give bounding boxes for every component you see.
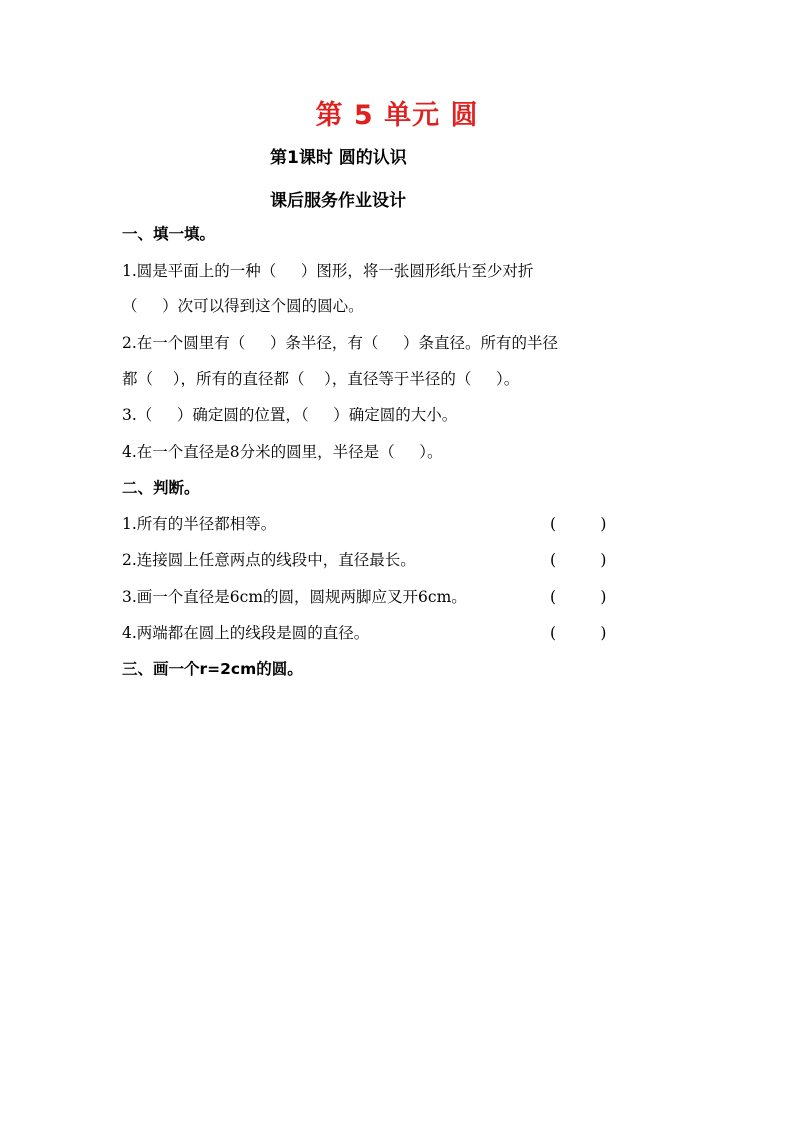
judge-statement: 1.所有的半径都相等。 (122, 515, 277, 533)
judge-statement: 3.画一个直径是6cm的圆，圆规两脚应叉开6cm。 (122, 588, 467, 606)
judge-statement: 4.两端都在圆上的线段是圆的直径。 (122, 624, 370, 642)
section-draw-heading: 三、画一个r=2cm的圆。 (122, 660, 303, 678)
answer-parentheses: ( ) (550, 588, 607, 606)
homework-design-title: 课后服务作业设计 (270, 191, 406, 211)
section-fill-heading: 一、填一填。 (122, 225, 216, 243)
unit-title: 第 5 单元 圆 (315, 100, 479, 131)
answer-parentheses: ( ) (550, 624, 607, 642)
fill-question-2-line-2: 都（ ），所有的直径都（ ），直径等于半径的（ ）。 (122, 370, 520, 388)
fill-question-1-line-1: 1.圆是平面上的一种（ ）图形，将一张圆形纸片至少对折 (122, 262, 534, 280)
fill-question-3: 3.（ ）确定圆的位置，（ ）确定圆的大小。 (122, 406, 458, 424)
answer-parentheses: ( ) (550, 515, 607, 533)
answer-parentheses: ( ) (550, 551, 607, 569)
fill-question-4: 4.在一个直径是8分米的圆里，半径是（ ）。 (122, 443, 443, 461)
fill-question-2-line-1: 2.在一个圆里有（ ）条半径，有（ ）条直径。所有的半径 (122, 334, 559, 352)
lesson-title: 第1课时 圆的认识 (270, 148, 407, 168)
section-judge-heading: 二、判断。 (122, 479, 200, 497)
fill-question-1-line-2: （ ）次可以得到这个圆的圆心。 (122, 297, 364, 315)
judge-statement: 2.连接圆上任意两点的线段中，直径最长。 (122, 551, 416, 569)
